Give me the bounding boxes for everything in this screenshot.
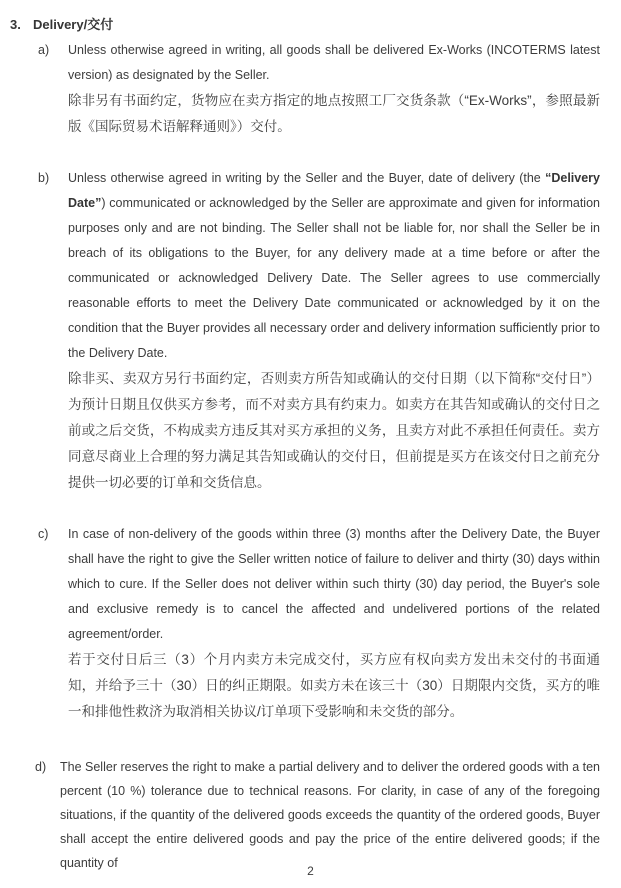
clause-c-text	[68, 522, 600, 725]
clause-a-text	[68, 38, 600, 140]
clause-b	[10, 166, 600, 496]
clause-a-chinese: 除非另有书面约定，货物应在卖方指定的地点按照工厂交货条款（“Ex-Works”，参照最新版《国际贸易术语解释通则》）交付。	[68, 93, 600, 134]
clause-b-english-rest: ) communicated or acknowledged by the Seller are approximate and given for information purposes only and are not binding. The Seller shall not be liable for, nor shall the Seller be in breach of its obligations to the Buyer, for any delivery made at a time before or after the communicated or acknowledged Delivery Date. The Seller agrees to use commercially reasonable efforts to meet the Delivery Date communicated or acknowledged by it on the condition that the Buyer provides all necessary order and delivery information sufficiently prior to the Delivery Date.	[68, 196, 600, 360]
clause-b-text	[68, 166, 600, 496]
clause-a-english: Unless otherwise agreed in writing, all goods shall be delivered Ex-Works (INCOTERMS latest version) as designated by the Seller.	[68, 43, 600, 82]
clause-d-text	[60, 755, 600, 875]
clause-c-english: In case of non-delivery of the goods within three (3) months after the Delivery Date, the Buyer shall have the right to give the Seller written notice of failure to deliver and thirty (30) days within which to cure. If the Seller does not deliver within such thirty (30) day period, the Buyer's sole and exclusive remedy is to cancel the affected and undelivered portions of the related agreement/order.	[68, 527, 600, 641]
clause-d-english: The Seller reserves the right to make a partial delivery and to deliver the ordered goods with a ten percent (10 %) tolerance due to technical reasons. For clarity, in case of any of the foregoing situations, if the quantity of the delivered goods exceeds the quantity of the ordered goods, Buyer shall accept the entire delivered goods and pay the price of the entire delivered goods; if the quantity of	[60, 760, 600, 870]
section-title: Delivery/交付	[33, 17, 114, 32]
section-heading	[10, 12, 600, 38]
clause-c-chinese: 若于交付日后三（3）个月内卖方未完成交付，买方应有权向卖方发出未交付的书面通知，并给予三十（30）日的纠正期限。如卖方未在该三十（30）日期限内交货，买方的唯一和排他性救济为取消相关协议/订单项下受影响和未交货的部分。	[68, 652, 600, 719]
clause-b-english	[68, 166, 600, 366]
clause-d	[10, 755, 600, 875]
clause-b-chinese: 除非买、卖双方另行书面约定，否则卖方所告知或确认的交付日期（以下简称“交付日”）为预计日期且仅供买方参考，而不对卖方具有约束力。如卖方在其告知或确认的交付日之前或之后交货，不构成卖方违反其对买方承担的义务，且卖方对此不承担任何责任。卖方同意尽商业上合理的努力满足其告知或确认的交付日，但前提是买方在该交付日之前充分提供一切必要的订单和交货信息。	[68, 371, 600, 490]
clause-b-marker: b)	[38, 171, 50, 185]
clause-d-marker: d)	[35, 760, 47, 774]
section-number: 3.	[10, 17, 21, 32]
clause-c-marker: c)	[38, 527, 49, 541]
clause-a	[10, 38, 600, 140]
clause-c	[10, 522, 600, 725]
clause-b-english-lead: Unless otherwise agreed in writing by the Seller and the Buyer, date of delivery (the	[68, 171, 546, 185]
page-number: 2	[307, 864, 314, 878]
clause-a-marker: a)	[38, 43, 50, 57]
defined-term-delivery-date: “Delivery Date”	[68, 171, 600, 210]
